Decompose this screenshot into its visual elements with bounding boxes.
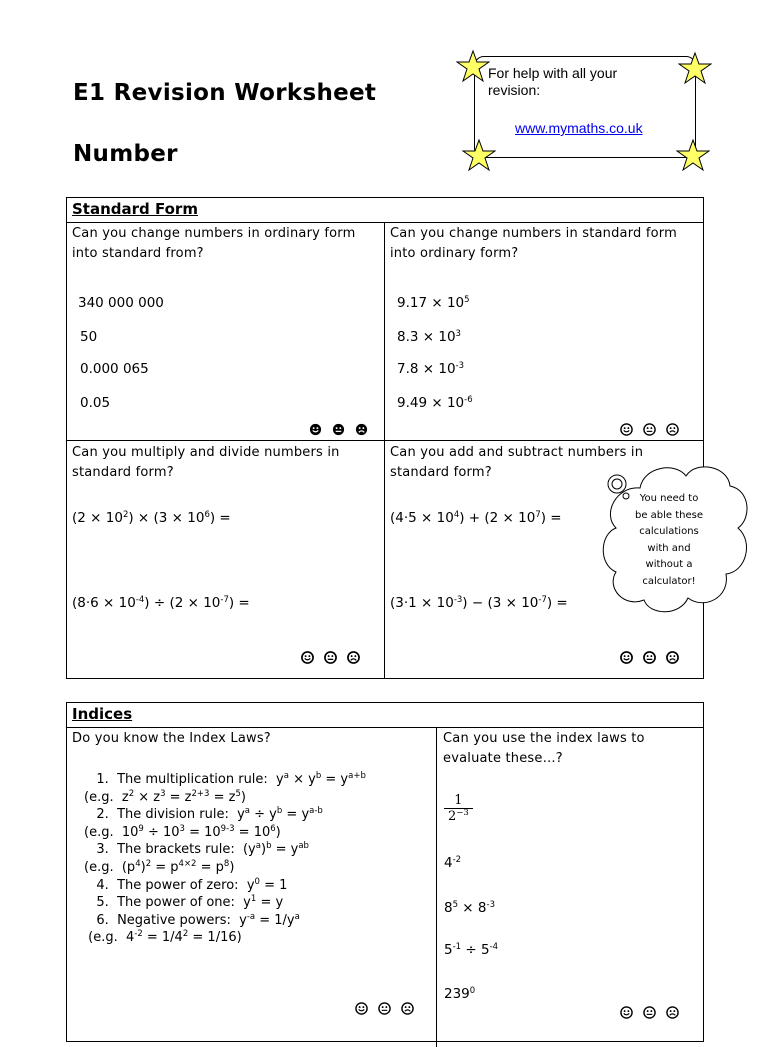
q3-calc-2: $(8\cdot 6 \times 10^{-4}) \div (2 \times 10^{-7})$ = (72, 595, 250, 611)
star-icon (456, 49, 490, 83)
happy-face-icon[interactable] (620, 1006, 633, 1019)
law-5: 5. The power of one: $y^1 = y$ (84, 894, 284, 911)
indices-left-question: Do you know the Index Laws? (72, 731, 271, 746)
q4-calc-2: $(3\cdot 1 \times 10^{-3}) - (3 \times 10^{-7})$ = (390, 595, 568, 611)
neutral-face-icon[interactable] (643, 423, 656, 436)
fraction-expression: 1 $2^{-3}$ (444, 793, 473, 824)
star-icon (676, 138, 710, 172)
law-1-example: (e.g. $z^2 \times z^3 = z^{2+3} = z^5$) (84, 788, 246, 805)
cloud-text: You need to be able these calculations with and without a calculator! (634, 493, 704, 587)
happy-face-icon[interactable] (355, 1002, 368, 1015)
page-subtitle: Number (73, 141, 178, 167)
expression-5: $239^0$ (444, 986, 476, 1002)
star-icon (678, 51, 712, 85)
indices-right-question: Can you use the index laws to evaluate these…? (443, 731, 645, 766)
self-assessment-faces (620, 651, 679, 664)
star-icon (462, 138, 496, 172)
expression-2: $4^{-2}$ (444, 855, 462, 871)
mymaths-link[interactable]: www.mymaths.co.uk (515, 120, 643, 136)
self-assessment-faces (301, 651, 360, 664)
sad-face-icon[interactable] (355, 423, 368, 436)
law-6: 6. Negative powers: $y^{-a} = 1/y^a$ (84, 911, 300, 928)
q2-item: $7.8 \times 10^{-3}$ (397, 361, 465, 377)
neutral-face-icon[interactable] (643, 1006, 656, 1019)
q4-text: Can you add and subtract numbers in standard form? (390, 445, 644, 480)
divider (436, 727, 437, 1047)
neutral-face-icon[interactable] (324, 651, 337, 664)
happy-face-icon[interactable] (301, 651, 314, 664)
self-assessment-faces (620, 423, 679, 436)
q3-text: Can you multiply and divide numbers in standard form? (72, 445, 340, 480)
q1-item: 0.000 065 (80, 361, 149, 377)
q1-item: 340 000 000 (78, 295, 164, 311)
law-1: 1. The multiplication rule: $y^a \times y^b = y^{a+b}$ (84, 771, 366, 787)
self-assessment-faces (620, 1006, 679, 1019)
divider (66, 222, 704, 223)
divider (384, 222, 385, 679)
self-assessment-faces (309, 423, 368, 436)
neutral-face-icon[interactable] (332, 423, 345, 436)
law-2-example: (e.g. $10^9 \div 10^3 = 10^{9-3} = 10^6$) (84, 823, 281, 840)
happy-face-icon[interactable] (309, 423, 322, 436)
expression-3: $8^5 \times 8^{-3}$ (444, 900, 495, 916)
happy-face-icon[interactable] (620, 423, 633, 436)
help-line-2: revision: (488, 82, 541, 98)
q2-item: $9.17 \times 10^5$ (397, 295, 470, 311)
standard-form-heading: Standard Form (72, 200, 198, 218)
divider (66, 727, 704, 728)
law-3-example: (e.g. $(p^4)^2 = p^{4\times 2} = p^8$) (84, 858, 235, 875)
sad-face-icon[interactable] (666, 651, 679, 664)
sad-face-icon[interactable] (666, 1006, 679, 1019)
help-line-1: For help with all your (488, 65, 618, 81)
law-6-example: (e.g. $4^{-2} = 1/4^2 = 1/16$) (84, 929, 242, 946)
q1-item: 50 (80, 329, 98, 345)
q2-text: Can you change numbers in standard form into ordinary form? (390, 226, 677, 261)
law-2: 2. The division rule: $y^a \div y^b = y^{a-b}$ (84, 806, 323, 823)
neutral-face-icon[interactable] (378, 1002, 391, 1015)
divider (66, 440, 704, 441)
law-3: 3. The brackets rule: $(y^a)^b = y^{ab}$ (84, 841, 309, 858)
q2-item: $8.3 \times 10^3$ (397, 329, 461, 345)
page-title: E1 Revision Worksheet (73, 80, 377, 106)
sad-face-icon[interactable] (666, 423, 679, 436)
help-text (488, 65, 617, 99)
neutral-face-icon[interactable] (643, 651, 656, 664)
q3-calc-1: $(2 \times 10^2) \times (3 \times 10^6)$ = (72, 510, 231, 526)
happy-face-icon[interactable] (620, 651, 633, 664)
index-laws-list (84, 771, 366, 947)
sad-face-icon[interactable] (347, 651, 360, 664)
q1-text: Can you change numbers in ordinary form into standard from? (72, 226, 356, 261)
q4-calc-1: $(4\cdot 5 \times 10^4) + (2 \times 10^7)$ = (390, 510, 562, 526)
law-4: 4. The power of zero: $y^0 = 1$ (84, 876, 288, 893)
expression-4: $5^{-1} \div 5^{-4}$ (444, 942, 499, 958)
indices-heading: Indices (72, 705, 133, 723)
self-assessment-faces (355, 1002, 414, 1015)
q1-item: 0.05 (80, 395, 111, 411)
q2-item: $9.49 \times 10^{-6}$ (397, 395, 473, 411)
sad-face-icon[interactable] (401, 1002, 414, 1015)
